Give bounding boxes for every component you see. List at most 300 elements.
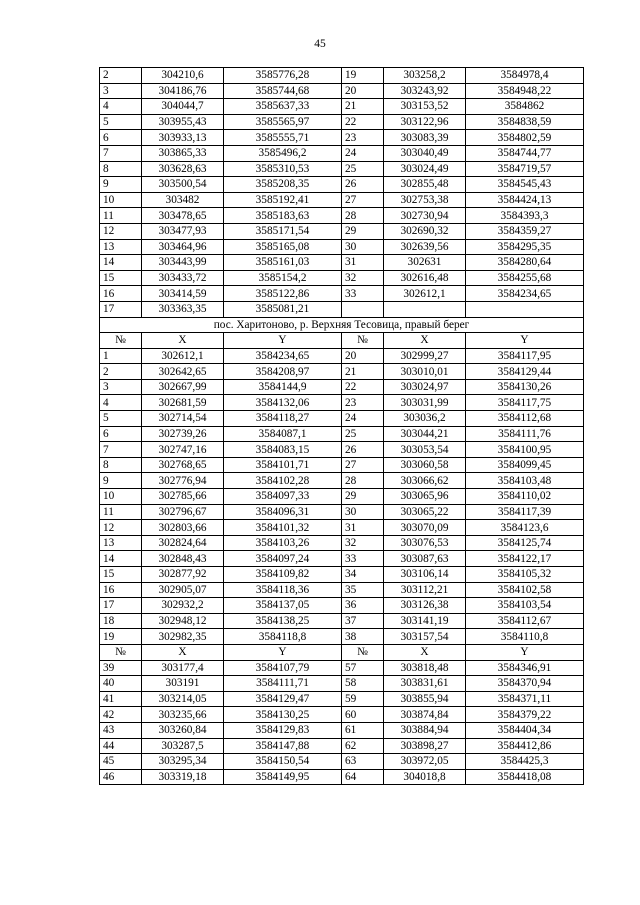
point-number-cell: 58: [342, 676, 384, 692]
x-coordinate-cell: 303414,59: [142, 286, 224, 302]
x-coordinate-cell: 302776,94: [142, 473, 224, 489]
y-coordinate-cell: 3584087,1: [224, 426, 342, 442]
table-row: [100, 442, 584, 458]
y-coordinate-cell: 3585776,28: [224, 68, 342, 84]
x-coordinate-cell: 302612,1: [142, 348, 224, 364]
table-row: [100, 738, 584, 754]
point-number-cell: 2: [100, 364, 142, 380]
y-coordinate-cell: 3584123,6: [466, 520, 584, 536]
point-number-cell: 43: [100, 722, 142, 738]
point-number-cell: 24: [342, 145, 384, 161]
table-row: [100, 208, 584, 224]
x-coordinate-cell: 302999,27: [384, 348, 466, 364]
point-number-cell: 9: [100, 473, 142, 489]
point-number-cell: 30: [342, 239, 384, 255]
point-number-cell: 32: [342, 535, 384, 551]
y-coordinate-cell: 3585171,54: [224, 223, 342, 239]
x-coordinate-cell: 303865,33: [142, 145, 224, 161]
x-coordinate-cell: 303363,35: [142, 301, 224, 317]
point-number-cell: 31: [342, 520, 384, 536]
y-coordinate-cell: 3584118,36: [224, 582, 342, 598]
table-row: [100, 722, 584, 738]
y-coordinate-cell: 3584147,88: [224, 738, 342, 754]
x-coordinate-cell: 303106,14: [384, 567, 466, 583]
y-coordinate-cell: Y: [466, 644, 584, 660]
x-coordinate-cell: 302681,59: [142, 395, 224, 411]
x-coordinate-cell: 303855,94: [384, 691, 466, 707]
x-coordinate-cell: 302877,92: [142, 567, 224, 583]
point-number-cell: 25: [342, 161, 384, 177]
x-coordinate-cell: 302982,35: [142, 629, 224, 645]
x-coordinate-cell: 302932,2: [142, 598, 224, 614]
table-row: [100, 99, 584, 115]
point-number-cell: 16: [100, 582, 142, 598]
x-coordinate-cell: 302690,32: [384, 223, 466, 239]
point-number-cell: 3: [100, 379, 142, 395]
y-coordinate-cell: 3584105,32: [466, 567, 584, 583]
y-coordinate-cell: 3584097,24: [224, 551, 342, 567]
coordinates-table-body: [100, 68, 584, 785]
x-coordinate-cell: 303024,97: [384, 379, 466, 395]
x-coordinate-cell: 303053,54: [384, 442, 466, 458]
point-number-cell: 23: [342, 130, 384, 146]
y-coordinate-cell: 3584255,68: [466, 270, 584, 286]
point-number-cell: 23: [342, 395, 384, 411]
point-number-cell: 4: [100, 99, 142, 115]
x-coordinate-cell: 302747,16: [142, 442, 224, 458]
point-number-cell: 27: [342, 192, 384, 208]
point-number-cell: 5: [100, 411, 142, 427]
table-row: [100, 270, 584, 286]
table-row: [100, 769, 584, 785]
point-number-cell: 64: [342, 769, 384, 785]
y-coordinate-cell: 3584802,59: [466, 130, 584, 146]
y-coordinate-cell: [466, 301, 584, 317]
y-coordinate-cell: 3584234,65: [466, 286, 584, 302]
point-number-cell: 5: [100, 114, 142, 130]
y-coordinate-cell: 3584150,54: [224, 754, 342, 770]
point-number-cell: 6: [100, 426, 142, 442]
point-number-cell: 32: [342, 270, 384, 286]
table-row: [100, 613, 584, 629]
point-number-cell: 17: [100, 598, 142, 614]
point-number-cell: 12: [100, 223, 142, 239]
point-number-cell: 6: [100, 130, 142, 146]
x-coordinate-cell: 302855,48: [384, 177, 466, 193]
y-coordinate-cell: 3585310,53: [224, 161, 342, 177]
y-coordinate-cell: 3585122,86: [224, 286, 342, 302]
point-number-cell: 26: [342, 442, 384, 458]
coordinates-table: [99, 67, 584, 785]
x-coordinate-cell: X: [142, 333, 224, 349]
x-coordinate-cell: 302631: [384, 255, 466, 271]
point-number-cell: 16: [100, 286, 142, 302]
x-coordinate-cell: 303500,54: [142, 177, 224, 193]
y-coordinate-cell: 3584118,8: [224, 629, 342, 645]
y-coordinate-cell: 3584138,25: [224, 613, 342, 629]
point-number-cell: 20: [342, 348, 384, 364]
y-coordinate-cell: 3585161,03: [224, 255, 342, 271]
x-coordinate-cell: 302714,54: [142, 411, 224, 427]
y-coordinate-cell: 3585555,71: [224, 130, 342, 146]
y-coordinate-cell: 3584083,15: [224, 442, 342, 458]
point-number-cell: 25: [342, 426, 384, 442]
y-coordinate-cell: 3584132,06: [224, 395, 342, 411]
table-row: [100, 68, 584, 84]
point-number-cell: 15: [100, 567, 142, 583]
point-number-cell: 4: [100, 395, 142, 411]
y-coordinate-cell: 3584111,76: [466, 426, 584, 442]
x-coordinate-cell: 303083,39: [384, 130, 466, 146]
y-coordinate-cell: 3584129,47: [224, 691, 342, 707]
x-coordinate-cell: 303477,93: [142, 223, 224, 239]
point-number-cell: 17: [100, 301, 142, 317]
x-coordinate-cell: 303126,38: [384, 598, 466, 614]
y-coordinate-cell: 3584122,17: [466, 551, 584, 567]
point-number-cell: 60: [342, 707, 384, 723]
x-coordinate-cell: 302796,67: [142, 504, 224, 520]
table-row: [100, 223, 584, 239]
x-coordinate-cell: 303955,43: [142, 114, 224, 130]
point-number-cell: 8: [100, 161, 142, 177]
y-coordinate-cell: 3584393,3: [466, 208, 584, 224]
x-coordinate-cell: 303972,05: [384, 754, 466, 770]
x-coordinate-cell: 304044,7: [142, 99, 224, 115]
table-row: [100, 676, 584, 692]
x-coordinate-cell: 302905,07: [142, 582, 224, 598]
point-number-cell: 61: [342, 722, 384, 738]
x-coordinate-cell: 302768,65: [142, 457, 224, 473]
table-row: [100, 567, 584, 583]
y-coordinate-cell: 3584149,95: [224, 769, 342, 785]
point-number-cell: 28: [342, 473, 384, 489]
table-row: [100, 145, 584, 161]
x-coordinate-cell: X: [384, 644, 466, 660]
x-coordinate-cell: 302848,43: [142, 551, 224, 567]
x-coordinate-cell: 303433,72: [142, 270, 224, 286]
point-number-cell: 3: [100, 83, 142, 99]
x-coordinate-cell: 303141,19: [384, 613, 466, 629]
point-number-cell: 19: [100, 629, 142, 645]
x-coordinate-cell: 303295,34: [142, 754, 224, 770]
point-number-cell: №: [342, 644, 384, 660]
y-coordinate-cell: 3584838,59: [466, 114, 584, 130]
y-coordinate-cell: 3585081,21: [224, 301, 342, 317]
table-row: [100, 411, 584, 427]
table-row: [100, 598, 584, 614]
y-coordinate-cell: 3584103,48: [466, 473, 584, 489]
y-coordinate-cell: 3584862: [466, 99, 584, 115]
point-number-cell: 30: [342, 504, 384, 520]
x-coordinate-cell: 303010,01: [384, 364, 466, 380]
point-number-cell: 34: [342, 567, 384, 583]
table-row: [100, 707, 584, 723]
x-coordinate-cell: 303235,66: [142, 707, 224, 723]
point-number-cell: 44: [100, 738, 142, 754]
point-number-cell: 22: [342, 379, 384, 395]
point-number-cell: 40: [100, 676, 142, 692]
y-coordinate-cell: 3584978,4: [466, 68, 584, 84]
table-row: [100, 114, 584, 130]
y-coordinate-cell: 3584111,71: [224, 676, 342, 692]
point-number-cell: 46: [100, 769, 142, 785]
x-coordinate-cell: 303898,27: [384, 738, 466, 754]
point-number-cell: 19: [342, 68, 384, 84]
y-coordinate-cell: 3584359,27: [466, 223, 584, 239]
point-number-cell: 35: [342, 582, 384, 598]
table-row: [100, 504, 584, 520]
x-coordinate-cell: 303884,94: [384, 722, 466, 738]
x-coordinate-cell: 303287,5: [142, 738, 224, 754]
table-row: [100, 473, 584, 489]
y-coordinate-cell: 3585565,97: [224, 114, 342, 130]
table-row: [100, 457, 584, 473]
table-row: [100, 364, 584, 380]
x-coordinate-cell: 303482: [142, 192, 224, 208]
point-number-cell: 10: [100, 489, 142, 505]
x-coordinate-cell: 303874,84: [384, 707, 466, 723]
y-coordinate-cell: 3585165,08: [224, 239, 342, 255]
point-number-cell: 62: [342, 738, 384, 754]
y-coordinate-cell: 3584129,83: [224, 722, 342, 738]
point-number-cell: 59: [342, 691, 384, 707]
y-coordinate-cell: 3585192,41: [224, 192, 342, 208]
y-coordinate-cell: 3584371,11: [466, 691, 584, 707]
section-title-row: [100, 317, 584, 333]
y-coordinate-cell: 3585208,35: [224, 177, 342, 193]
x-coordinate-cell: 303443,99: [142, 255, 224, 271]
point-number-cell: 36: [342, 598, 384, 614]
x-coordinate-cell: 304018,8: [384, 769, 466, 785]
section-title: пос. Харитоново, р. Верхняя Тесовица, правый берег: [100, 317, 584, 333]
y-coordinate-cell: 3584102,28: [224, 473, 342, 489]
y-coordinate-cell: 3585183,63: [224, 208, 342, 224]
y-coordinate-cell: 3584101,32: [224, 520, 342, 536]
x-coordinate-cell: 303122,96: [384, 114, 466, 130]
y-coordinate-cell: 3584125,74: [466, 535, 584, 551]
y-coordinate-cell: 3584719,57: [466, 161, 584, 177]
x-coordinate-cell: 302785,66: [142, 489, 224, 505]
x-coordinate-cell: 303818,48: [384, 660, 466, 676]
y-coordinate-cell: 3584346,91: [466, 660, 584, 676]
point-number-cell: 13: [100, 239, 142, 255]
y-coordinate-cell: 3584370,94: [466, 676, 584, 692]
y-coordinate-cell: 3584412,86: [466, 738, 584, 754]
x-coordinate-cell: 303933,13: [142, 130, 224, 146]
y-coordinate-cell: 3584144,9: [224, 379, 342, 395]
x-coordinate-cell: X: [384, 333, 466, 349]
table-row: [100, 691, 584, 707]
point-number-cell: 37: [342, 613, 384, 629]
x-coordinate-cell: 303191: [142, 676, 224, 692]
y-coordinate-cell: 3584280,64: [466, 255, 584, 271]
x-coordinate-cell: 303076,53: [384, 535, 466, 551]
point-number-cell: 14: [100, 551, 142, 567]
x-coordinate-cell: 303070,09: [384, 520, 466, 536]
y-coordinate-cell: 3584117,95: [466, 348, 584, 364]
point-number-cell: 7: [100, 145, 142, 161]
y-coordinate-cell: 3584295,35: [466, 239, 584, 255]
y-coordinate-cell: 3584103,26: [224, 535, 342, 551]
y-coordinate-cell: 3584129,44: [466, 364, 584, 380]
point-number-cell: 57: [342, 660, 384, 676]
table-row: [100, 551, 584, 567]
y-coordinate-cell: 3585496,2: [224, 145, 342, 161]
point-number-cell: 29: [342, 489, 384, 505]
x-coordinate-cell: 302753,38: [384, 192, 466, 208]
y-coordinate-cell: 3584103,54: [466, 598, 584, 614]
x-coordinate-cell: 303464,96: [142, 239, 224, 255]
table-row: [100, 192, 584, 208]
point-number-cell: 11: [100, 504, 142, 520]
y-coordinate-cell: 3584107,79: [224, 660, 342, 676]
x-coordinate-cell: 303177,4: [142, 660, 224, 676]
header-row: [100, 333, 584, 349]
point-number-cell: 18: [100, 613, 142, 629]
table-row: [100, 489, 584, 505]
y-coordinate-cell: 3584097,33: [224, 489, 342, 505]
table-row: [100, 535, 584, 551]
x-coordinate-cell: 302730,94: [384, 208, 466, 224]
table-row: [100, 286, 584, 302]
point-number-cell: №: [100, 333, 142, 349]
point-number-cell: 31: [342, 255, 384, 271]
y-coordinate-cell: 3584130,26: [466, 379, 584, 395]
x-coordinate-cell: 303157,54: [384, 629, 466, 645]
point-number-cell: 42: [100, 707, 142, 723]
point-number-cell: 28: [342, 208, 384, 224]
point-number-cell: 1: [100, 348, 142, 364]
x-coordinate-cell: 303153,52: [384, 99, 466, 115]
y-coordinate-cell: 3584110,8: [466, 629, 584, 645]
x-coordinate-cell: 303258,2: [384, 68, 466, 84]
y-coordinate-cell: 3584110,02: [466, 489, 584, 505]
y-coordinate-cell: 3584418,08: [466, 769, 584, 785]
table-row: [100, 660, 584, 676]
point-number-cell: 20: [342, 83, 384, 99]
y-coordinate-cell: 3584099,45: [466, 457, 584, 473]
point-number-cell: 14: [100, 255, 142, 271]
point-number-cell: 38: [342, 629, 384, 645]
y-coordinate-cell: 3584545,43: [466, 177, 584, 193]
x-coordinate-cell: 303478,65: [142, 208, 224, 224]
point-number-cell: 26: [342, 177, 384, 193]
table-row: [100, 255, 584, 271]
point-number-cell: 8: [100, 457, 142, 473]
table-row: [100, 161, 584, 177]
x-coordinate-cell: 303065,96: [384, 489, 466, 505]
y-coordinate-cell: 3584117,39: [466, 504, 584, 520]
table-row: [100, 177, 584, 193]
x-coordinate-cell: 302639,56: [384, 239, 466, 255]
table-row: [100, 582, 584, 598]
page-number: 45: [314, 38, 326, 50]
x-coordinate-cell: 303036,2: [384, 411, 466, 427]
y-coordinate-cell: 3584101,71: [224, 457, 342, 473]
point-number-cell: 41: [100, 691, 142, 707]
table-row: [100, 348, 584, 364]
x-coordinate-cell: 303243,92: [384, 83, 466, 99]
x-coordinate-cell: 304210,6: [142, 68, 224, 84]
x-coordinate-cell: 303040,49: [384, 145, 466, 161]
point-number-cell: 39: [100, 660, 142, 676]
x-coordinate-cell: 303628,63: [142, 161, 224, 177]
x-coordinate-cell: 302642,65: [142, 364, 224, 380]
x-coordinate-cell: 304186,76: [142, 83, 224, 99]
y-coordinate-cell: 3584424,13: [466, 192, 584, 208]
point-number-cell: 9: [100, 177, 142, 193]
point-number-cell: 13: [100, 535, 142, 551]
point-number-cell: 21: [342, 364, 384, 380]
table-row: [100, 754, 584, 770]
point-number-cell: 24: [342, 411, 384, 427]
x-coordinate-cell: 303319,18: [142, 769, 224, 785]
table-row: [100, 301, 584, 317]
point-number-cell: 33: [342, 286, 384, 302]
x-coordinate-cell: [384, 301, 466, 317]
x-coordinate-cell: 302948,12: [142, 613, 224, 629]
y-coordinate-cell: 3584130,25: [224, 707, 342, 723]
y-coordinate-cell: Y: [224, 644, 342, 660]
y-coordinate-cell: 3584425,3: [466, 754, 584, 770]
point-number-cell: 33: [342, 551, 384, 567]
x-coordinate-cell: 302616,48: [384, 270, 466, 286]
table-row: [100, 520, 584, 536]
point-number-cell: 12: [100, 520, 142, 536]
x-coordinate-cell: 303060,58: [384, 457, 466, 473]
point-number-cell: 7: [100, 442, 142, 458]
header-row: [100, 644, 584, 660]
x-coordinate-cell: 303024,49: [384, 161, 466, 177]
point-number-cell: 22: [342, 114, 384, 130]
y-coordinate-cell: 3584100,95: [466, 442, 584, 458]
x-coordinate-cell: 302824,64: [142, 535, 224, 551]
y-coordinate-cell: 3585154,2: [224, 270, 342, 286]
y-coordinate-cell: 3585637,33: [224, 99, 342, 115]
y-coordinate-cell: Y: [224, 333, 342, 349]
x-coordinate-cell: 302803,66: [142, 520, 224, 536]
y-coordinate-cell: 3584112,67: [466, 613, 584, 629]
y-coordinate-cell: 3584404,34: [466, 722, 584, 738]
table-row: [100, 395, 584, 411]
y-coordinate-cell: 3584112,68: [466, 411, 584, 427]
x-coordinate-cell: 303066,62: [384, 473, 466, 489]
table-row: [100, 239, 584, 255]
x-coordinate-cell: 303044,21: [384, 426, 466, 442]
y-coordinate-cell: 3584379,22: [466, 707, 584, 723]
x-coordinate-cell: 302667,99: [142, 379, 224, 395]
table-row: [100, 130, 584, 146]
point-number-cell: [342, 301, 384, 317]
y-coordinate-cell: 3584137,05: [224, 598, 342, 614]
y-coordinate-cell: 3584117,75: [466, 395, 584, 411]
point-number-cell: 29: [342, 223, 384, 239]
table-row: [100, 426, 584, 442]
y-coordinate-cell: 3584744,77: [466, 145, 584, 161]
table-row: [100, 379, 584, 395]
x-coordinate-cell: 303065,22: [384, 504, 466, 520]
y-coordinate-cell: 3584208,97: [224, 364, 342, 380]
x-coordinate-cell: 302739,26: [142, 426, 224, 442]
x-coordinate-cell: 302612,1: [384, 286, 466, 302]
point-number-cell: 27: [342, 457, 384, 473]
point-number-cell: 11: [100, 208, 142, 224]
point-number-cell: 21: [342, 99, 384, 115]
point-number-cell: 45: [100, 754, 142, 770]
x-coordinate-cell: 303260,84: [142, 722, 224, 738]
y-coordinate-cell: 3584102,58: [466, 582, 584, 598]
point-number-cell: 15: [100, 270, 142, 286]
